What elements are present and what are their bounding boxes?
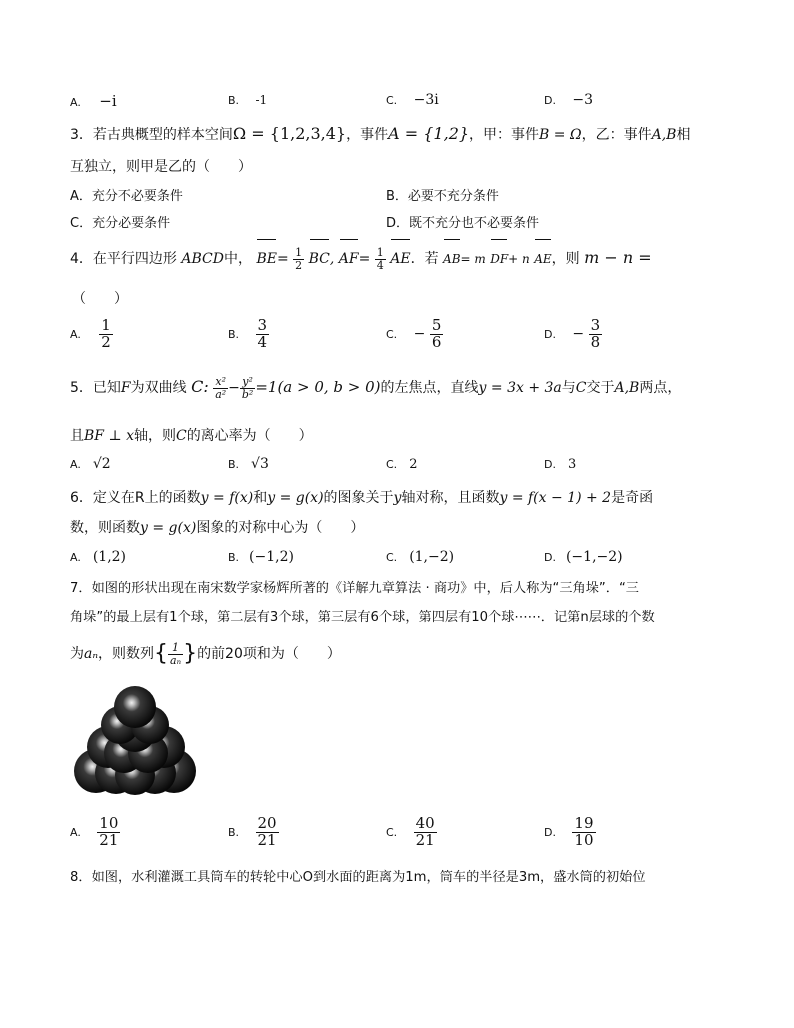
q6-option-d[interactable]: D. (−1,−2) (544, 549, 623, 565)
q5-stem-line1: 5．已知F为双曲线 C: $\frac{\text{x²}}{\text{a²}}$ − $\frac{\text{y²}}{\text{b²}}$ =1(a > 0, b > 0)的左焦点，直线y = 3x + 3a与C交于A,B两点， (70, 374, 682, 401)
q5-option-b[interactable]: B. √3 (228, 456, 269, 472)
q3-option-c[interactable]: C．充分必要条件 (70, 216, 171, 231)
q4-option-d[interactable]: D. − $\frac{3}{8}$ (544, 316, 601, 351)
q4-answer-paren: （ ） (72, 291, 128, 307)
q6-stem-line1: 6．定义在R上的函数y = f(x)和y = g(x)的图象关于y轴对称，且函数y = f(x − 1) + 2是奇函 (70, 490, 654, 506)
q4-option-a[interactable]: A. $\frac{1}{2}$ (70, 316, 111, 351)
q5-option-d[interactable]: D. 3 (544, 457, 577, 472)
ball-stack (74, 686, 196, 795)
q3-option-a[interactable]: A．充分不必要条件 (70, 189, 183, 204)
q2-option-c[interactable]: C. −3i (386, 92, 439, 108)
q7-stem-line1: 7．如图的形状出现在南宋数学家杨辉所著的《详解九章算法 · 商功》中，后人称为“三角垛”．“三 (70, 581, 639, 596)
q7-option-a[interactable]: A. $\frac{10}{21}$ (70, 814, 119, 849)
q2-option-a[interactable]: A. −i (70, 92, 117, 110)
q7-stem-line3: 为aₙ，则数列{ $\frac{1}{\text{aₙ}}$ }的前20项和为（ ） (70, 640, 341, 667)
q4-option-b[interactable]: B. $\frac{3}{4}$ (228, 316, 268, 351)
q3-option-d[interactable]: D．既不充分也不必要条件 (386, 216, 540, 231)
q3-stem-line1: 3．若古典概型的样本空间Ω = {1,2,3,4}，事件A = {1,2}，甲：事件B = Ω，乙：事件A,B相 (70, 124, 691, 143)
q5-option-c[interactable]: C. 2 (386, 457, 418, 472)
q5-option-a[interactable]: A. √2 (70, 456, 111, 472)
q6-stem-line2: 数，则函数y = g(x)图象的对称中心为（ ） (70, 520, 365, 536)
q3-option-b[interactable]: B．必要不充分条件 (386, 189, 499, 204)
q5-stem-line2: 且BF ⊥ x轴，则C的离心率为（ ） (70, 428, 313, 444)
q4-option-c[interactable]: C. − $\frac{5}{6}$ (386, 316, 442, 351)
q7-option-d[interactable]: D. $\frac{19}{10}$ (544, 814, 594, 849)
q2-option-d[interactable]: D. −3 (544, 92, 594, 108)
q3-stem-line2: 互独立，则甲是乙的（ ） (70, 159, 252, 175)
q6-option-a[interactable]: A. (1,2) (70, 549, 127, 565)
q7-option-b[interactable]: B. $\frac{20}{21}$ (228, 814, 277, 849)
q7-option-c[interactable]: C. $\frac{40}{21}$ (386, 814, 435, 849)
q4-stem: 4．在平行四边形 ABCD中， BE= $\frac{1}{2}$ BC, AF= $\frac{1}{4}$ AE．若 AB= m DF+ n AE，则 m − n = (70, 242, 652, 275)
q6-option-b[interactable]: B. (−1,2) (228, 549, 294, 565)
q7-triangular-stack-figure (68, 685, 203, 803)
q7-stem-line2: 角垛”的最上层有1个球，第二层有3个球，第三层有6个球，第四层有10个球⋯⋯．记第n层球的个数 (70, 610, 655, 625)
q6-option-c[interactable]: C. (1,−2) (386, 549, 455, 565)
q8-stem-line1: 8．如图，水利灌溉工具筒车的转轮中心O到水面的距离为1m，筒车的半径是3m，盛水筒的初始位 (70, 870, 646, 885)
q2-option-b[interactable]: B. -1 (228, 93, 268, 107)
